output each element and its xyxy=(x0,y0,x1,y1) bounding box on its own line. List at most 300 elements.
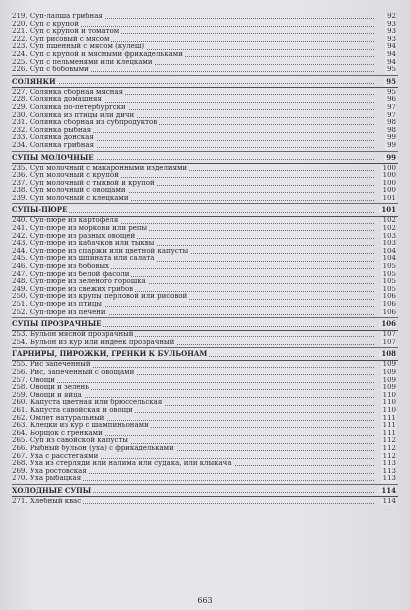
entry-text xyxy=(12,271,131,278)
toc-entry[interactable] xyxy=(12,430,398,438)
entry-number: 230. xyxy=(12,111,28,119)
entry-title: Уха из стерляди или налима или судака, или клыкача xyxy=(29,460,232,468)
entry-number: 231. xyxy=(12,119,28,127)
entry-number: 241. xyxy=(12,225,28,233)
entry-title: Солянка из птицы или дичи xyxy=(29,111,135,119)
entry-text xyxy=(12,134,96,141)
entry-number: 254. xyxy=(12,338,28,346)
entry-title: Рис, запеченный с овощами xyxy=(29,368,135,376)
entry-text xyxy=(12,301,104,308)
toc-block xyxy=(12,75,398,150)
entry-text xyxy=(12,172,121,179)
entry-number: 264. xyxy=(12,429,28,437)
toc-block xyxy=(12,203,398,316)
entry-title: Солянка домашняя xyxy=(29,96,102,104)
toc-entry[interactable] xyxy=(12,217,398,225)
entry-text xyxy=(12,468,89,475)
entry-page-number: 94 xyxy=(387,50,396,58)
entry-text xyxy=(12,263,111,270)
entry-text xyxy=(12,119,159,126)
toc-entry[interactable] xyxy=(12,339,398,347)
entry-page-number: 105 xyxy=(382,263,396,271)
entry-title: Суп-пюре из разных овощей xyxy=(29,232,136,240)
entry-title: Суп молочный с крупой xyxy=(29,172,119,180)
toc-entry[interactable] xyxy=(12,172,398,180)
entry-text xyxy=(12,255,156,262)
entry-page-number: 111 xyxy=(382,429,396,437)
entry-number: 248. xyxy=(12,278,28,286)
entry-page-number: 95 xyxy=(387,66,396,74)
entry-number: 266. xyxy=(12,444,28,452)
entry-number: 265. xyxy=(12,437,28,445)
entry-page-number: 114 xyxy=(382,497,396,505)
toc-entry[interactable] xyxy=(12,127,398,135)
entry-title: Бульон мясной прозрачный xyxy=(29,331,134,339)
toc-entry[interactable] xyxy=(12,445,398,453)
toc-block xyxy=(12,151,398,203)
page-number: 663 xyxy=(197,596,213,605)
entry-title: Суп-пюре из крупы перловой или рисовой xyxy=(29,293,188,301)
section-heading xyxy=(12,206,398,214)
toc-entry[interactable] xyxy=(12,293,398,301)
entry-number: 237. xyxy=(12,179,28,187)
entry-title: Овощи xyxy=(29,376,55,384)
toc-entry[interactable] xyxy=(12,301,398,309)
entry-number: 243. xyxy=(12,240,28,248)
entry-text xyxy=(12,437,130,444)
entry-page-number: 100 xyxy=(382,187,396,195)
entry-number: 244. xyxy=(12,247,28,255)
entry-number: 224. xyxy=(12,50,28,58)
entry-page-number: 104 xyxy=(382,247,396,255)
entry-text xyxy=(12,415,106,422)
entry-number: 268. xyxy=(12,460,28,468)
entry-text xyxy=(12,293,189,300)
entry-page-number: 103 xyxy=(382,240,396,248)
entry-page-number: 110 xyxy=(382,399,396,407)
entry-number: 246. xyxy=(12,263,28,271)
entry-number: 240. xyxy=(12,217,28,225)
entry-text xyxy=(12,21,81,28)
entry-title: Суп молочный с клецками xyxy=(29,194,129,202)
entry-text xyxy=(12,89,125,96)
entry-title: Рис запеченный xyxy=(29,361,91,369)
entry-title: Суп с крупой xyxy=(29,20,79,28)
toc-entry[interactable] xyxy=(12,165,398,173)
toc-entry[interactable] xyxy=(12,43,398,51)
entry-text xyxy=(12,127,93,134)
entry-title: Суп с крупой и томатом xyxy=(29,28,120,36)
section-title: СУПЫ ПРОЗРАЧНЫЕ xyxy=(12,320,102,329)
entry-page-number: 107 xyxy=(382,331,396,339)
entry-page-number: 95 xyxy=(387,88,396,96)
entry-number: 228. xyxy=(12,96,28,104)
entry-page-number: 101 xyxy=(382,194,396,202)
toc-entry[interactable] xyxy=(12,233,398,241)
entry-page-number: 105 xyxy=(382,270,396,278)
entry-title: Суп рисовый с мясом xyxy=(29,35,110,43)
entry-page-number: 100 xyxy=(382,179,396,187)
entry-page-number: 94 xyxy=(387,43,396,51)
entry-text xyxy=(12,225,149,232)
entry-title: Суп-лапша грибная xyxy=(29,13,103,20)
entry-page-number: 109 xyxy=(382,361,396,369)
entry-title: Хлебный квас xyxy=(29,497,82,505)
toc-entry[interactable] xyxy=(12,142,398,150)
entry-number: 253. xyxy=(12,331,28,339)
toc-entry[interactable] xyxy=(12,195,398,203)
entry-text xyxy=(12,384,91,391)
entry-title: Суп-пюре из бобовых xyxy=(29,263,109,271)
entry-title: Суп-пюре из белой фасоли xyxy=(29,270,130,278)
table-of-contents xyxy=(12,13,398,505)
entry-title: Рыбный бульон (уха) с фрикадельками xyxy=(29,444,174,452)
toc-entry[interactable] xyxy=(12,399,398,407)
leader-dots xyxy=(12,83,374,84)
entry-title: Суп-пюре из печени xyxy=(29,308,106,316)
entry-title: Омлет натуральный xyxy=(29,414,105,422)
toc-entry[interactable] xyxy=(12,437,398,445)
entry-number: 269. xyxy=(12,467,28,475)
entry-text xyxy=(12,187,128,194)
entry-text xyxy=(12,377,57,384)
entry-title: Суп молочный с овощами xyxy=(29,187,126,195)
entry-title: Овощи и яйца xyxy=(29,391,82,399)
entry-page-number: 100 xyxy=(382,172,396,180)
toc-entry[interactable] xyxy=(12,263,398,271)
entry-text xyxy=(12,195,131,202)
entry-title: Суп-пюре из птицы xyxy=(29,301,102,308)
toc-entry[interactable] xyxy=(12,66,398,74)
entry-number: 219. xyxy=(12,13,28,20)
entry-title: Суп-пюре из шпината или салата xyxy=(29,255,155,263)
section-heading xyxy=(12,320,398,328)
entry-number: 233. xyxy=(12,134,28,142)
toc-entry[interactable] xyxy=(12,278,398,286)
entry-number: 257. xyxy=(12,376,28,384)
leader-dots xyxy=(12,382,374,383)
entry-text xyxy=(12,36,111,43)
entry-text xyxy=(12,453,100,460)
toc-block xyxy=(12,484,398,506)
toc-entry[interactable] xyxy=(12,225,398,233)
toc-entry[interactable] xyxy=(12,415,398,423)
entry-title: Суп молочный с тыквой и крупой xyxy=(29,179,155,187)
entry-number: 247. xyxy=(12,270,28,278)
toc-entry[interactable] xyxy=(12,384,398,392)
entry-number: 221. xyxy=(12,28,28,36)
toc-entry[interactable] xyxy=(12,89,398,97)
toc-entry[interactable] xyxy=(12,286,398,294)
toc-entry[interactable] xyxy=(12,271,398,279)
entry-title: Суп-пюре из свежих грибов xyxy=(29,285,134,293)
entry-text xyxy=(12,248,190,255)
toc-entry[interactable] xyxy=(12,240,398,248)
entry-page-number: 97 xyxy=(387,103,396,111)
section-page-number: 99 xyxy=(386,153,396,162)
entry-title: Солянка сборная из субпродуктов xyxy=(29,119,158,127)
entry-title: Суп-пюре из зеленого горошка xyxy=(29,278,146,286)
entry-number: 256. xyxy=(12,368,28,376)
entry-page-number: 98 xyxy=(387,119,396,127)
entry-page-number: 100 xyxy=(382,164,396,172)
entry-page-number: 111 xyxy=(382,422,396,430)
entry-page-number: 93 xyxy=(387,20,396,28)
entry-text xyxy=(12,407,135,414)
toc-entry[interactable] xyxy=(12,21,398,29)
entry-title: Суп пшенный с мясом (кулеш) xyxy=(29,43,145,51)
section-divider xyxy=(12,347,398,348)
entry-title: Уха с расстегаями xyxy=(29,452,99,460)
toc-entry[interactable] xyxy=(12,377,398,385)
entry-title: Бульон из кур или индеек прозрачный xyxy=(29,338,175,346)
section-divider xyxy=(12,484,398,485)
toc-entry[interactable] xyxy=(12,119,398,127)
entry-number: 223. xyxy=(12,43,28,51)
entry-number: 234. xyxy=(12,141,28,149)
entry-page-number: 112 xyxy=(382,444,396,452)
toc-entry[interactable] xyxy=(12,331,398,339)
entry-page-number: 105 xyxy=(382,285,396,293)
entry-page-number: 109 xyxy=(382,368,396,376)
entry-page-number: 106 xyxy=(382,301,396,308)
entry-title: Суп-пюре из кабачков или тыквы xyxy=(29,240,155,248)
toc-entry[interactable] xyxy=(12,96,398,104)
entry-number: 270. xyxy=(12,475,28,483)
section-heading xyxy=(12,78,398,86)
entry-page-number: 109 xyxy=(382,376,396,384)
entry-page-number: 106 xyxy=(382,308,396,316)
entry-number: 236. xyxy=(12,172,28,180)
entry-title: Уха ростовская xyxy=(29,467,87,475)
entry-text xyxy=(12,142,96,149)
entry-text xyxy=(12,430,105,437)
entry-number: 225. xyxy=(12,58,28,66)
entry-number: 262. xyxy=(12,414,28,422)
toc-entry[interactable] xyxy=(12,392,398,400)
entry-title: Суп молочный с макаронными изделиями xyxy=(29,164,188,172)
entry-title: Солянка грибная xyxy=(29,141,94,149)
entry-page-number: 93 xyxy=(387,28,396,36)
entry-page-number: 110 xyxy=(382,406,396,414)
entry-text xyxy=(12,331,135,338)
toc-entry[interactable] xyxy=(12,59,398,67)
entry-title: Капуста цветная или брюссельская xyxy=(29,399,163,407)
entry-page-number: 112 xyxy=(382,452,396,460)
entry-text xyxy=(12,309,108,316)
toc-block xyxy=(12,317,398,346)
toc-entry[interactable] xyxy=(12,475,398,483)
entry-page-number: 112 xyxy=(382,437,396,445)
section-page-number: 108 xyxy=(381,350,396,359)
entry-text xyxy=(12,460,234,467)
entry-text xyxy=(12,59,155,66)
entry-page-number: 104 xyxy=(382,255,396,263)
entry-text xyxy=(12,51,185,58)
toc-entry[interactable] xyxy=(12,248,398,256)
section-title: СОЛЯНКИ xyxy=(12,77,56,86)
entry-page-number: 111 xyxy=(382,414,396,422)
entry-title: Суп-пюре из спаржи или цветной капусты xyxy=(29,247,189,255)
toc-block xyxy=(12,347,398,483)
toc-entry[interactable] xyxy=(12,28,398,36)
entry-text xyxy=(12,361,93,368)
entry-number: 261. xyxy=(12,406,28,414)
toc-entry[interactable] xyxy=(12,13,398,21)
entry-title: Суп с бобовыми xyxy=(29,66,89,74)
entry-title: Солянка по-петербургски xyxy=(29,103,126,111)
entry-text xyxy=(12,28,121,35)
section-divider xyxy=(12,317,398,318)
entry-number: 263. xyxy=(12,422,28,430)
toc-entry[interactable] xyxy=(12,498,398,506)
entry-page-number: 109 xyxy=(382,384,396,392)
entry-text xyxy=(12,217,120,224)
section-heading xyxy=(12,154,398,162)
entry-title: Клецки из кур с шампиньонами xyxy=(29,422,149,430)
entry-text xyxy=(12,445,176,452)
entry-title: Суп с пельменями или клецками xyxy=(29,58,153,66)
section-heading xyxy=(12,487,398,495)
entry-text xyxy=(12,66,91,73)
toc-entry[interactable] xyxy=(12,187,398,195)
entry-page-number: 92 xyxy=(387,13,396,20)
entry-title: Уха рыбацкая xyxy=(29,475,82,483)
section-divider xyxy=(12,203,398,204)
entry-title: Овощи и зелень xyxy=(29,384,90,392)
entry-text xyxy=(12,112,136,119)
section-title: ГАРНИРЫ, ПИРОЖКИ, ГРЕНКИ К БУЛЬОНАМ xyxy=(12,350,208,359)
entry-number: 220. xyxy=(12,20,28,28)
toc-entry[interactable] xyxy=(12,112,398,120)
entry-number: 251. xyxy=(12,301,28,308)
entry-page-number: 93 xyxy=(387,35,396,43)
entry-page-number: 102 xyxy=(382,225,396,233)
entry-page-number: 99 xyxy=(387,141,396,149)
entry-page-number: 99 xyxy=(387,134,396,142)
entry-text xyxy=(12,165,189,172)
toc-block xyxy=(12,13,398,74)
entry-number: 250. xyxy=(12,293,28,301)
entry-number: 226. xyxy=(12,66,28,74)
entry-text xyxy=(12,422,151,429)
toc-entry[interactable] xyxy=(12,104,398,112)
entry-title: Суп-пюре из картофеля xyxy=(29,217,119,225)
entry-page-number: 96 xyxy=(387,96,396,104)
entry-title: Борщок с гренками xyxy=(29,429,103,437)
toc-entry[interactable] xyxy=(12,407,398,415)
entry-number: 229. xyxy=(12,103,28,111)
toc-entry[interactable] xyxy=(12,51,398,59)
entry-number: 222. xyxy=(12,35,28,43)
entry-page-number: 110 xyxy=(382,391,396,399)
toc-entry[interactable] xyxy=(12,460,398,468)
entry-number: 259. xyxy=(12,391,28,399)
entry-text xyxy=(12,233,137,240)
entry-number: 258. xyxy=(12,384,28,392)
entry-number: 249. xyxy=(12,285,28,293)
entry-text xyxy=(12,369,136,376)
entry-page-number: 105 xyxy=(382,278,396,286)
entry-text xyxy=(12,43,146,50)
entry-number: 267. xyxy=(12,452,28,460)
entry-number: 255. xyxy=(12,361,28,369)
section-page-number: 114 xyxy=(381,486,396,495)
entry-text xyxy=(12,240,156,247)
entry-number: 260. xyxy=(12,399,28,407)
entry-number: 252. xyxy=(12,308,28,316)
entry-page-number: 106 xyxy=(382,293,396,301)
section-title: СУПЫ МОЛОЧНЫЕ xyxy=(12,153,94,162)
entry-page-number: 113 xyxy=(382,475,396,483)
entry-number: 232. xyxy=(12,126,28,134)
entry-text xyxy=(12,286,135,293)
section-page-number: 106 xyxy=(381,320,396,329)
entry-page-number: 98 xyxy=(387,126,396,134)
toc-entry[interactable] xyxy=(12,361,398,369)
entry-number: 271. xyxy=(12,497,28,505)
entry-title: Солянка рыбная xyxy=(29,126,92,134)
entry-number: 238. xyxy=(12,187,28,195)
entry-text xyxy=(12,339,176,346)
section-divider xyxy=(12,75,398,76)
entry-number: 227. xyxy=(12,88,28,96)
toc-entry[interactable] xyxy=(12,255,398,263)
section-page-number: 101 xyxy=(381,206,396,215)
entry-text xyxy=(12,392,84,399)
entry-title: Солянка сборная мясная xyxy=(29,88,124,96)
section-title: СУПЫ-ПЮРЕ xyxy=(12,206,68,215)
entry-page-number: 107 xyxy=(382,338,396,346)
entry-page-number: 102 xyxy=(382,217,396,225)
entry-text xyxy=(12,278,148,285)
toc-entry[interactable] xyxy=(12,36,398,44)
entry-number: 235. xyxy=(12,164,28,172)
toc-entry[interactable] xyxy=(12,180,398,188)
toc-entry[interactable] xyxy=(12,309,398,317)
entry-page-number: 94 xyxy=(387,58,396,66)
entry-number: 245. xyxy=(12,255,28,263)
entry-number: 239. xyxy=(12,194,28,202)
entry-text xyxy=(12,13,105,20)
entry-text xyxy=(12,96,104,103)
entry-text xyxy=(12,399,164,406)
entry-title: Капуста савойская и овощи xyxy=(29,406,133,414)
toc-entry[interactable] xyxy=(12,422,398,430)
entry-title: Суп из савойской капусты xyxy=(29,437,128,445)
entry-text xyxy=(12,475,83,482)
entry-page-number: 97 xyxy=(387,111,396,119)
toc-entry[interactable] xyxy=(12,453,398,461)
entry-title: Суп-пюре из моркови или репы xyxy=(29,225,148,233)
entry-text xyxy=(12,498,83,505)
toc-entry[interactable] xyxy=(12,134,398,142)
entry-title: Солянка донская xyxy=(29,134,94,142)
entry-text xyxy=(12,104,128,111)
entry-page-number: 113 xyxy=(382,460,396,468)
entry-title: Суп с крупой и мясными фрикадельками xyxy=(29,50,183,58)
entry-page-number: 103 xyxy=(382,232,396,240)
entry-number: 242. xyxy=(12,232,28,240)
toc-entry[interactable] xyxy=(12,369,398,377)
entry-page-number: 113 xyxy=(382,467,396,475)
section-divider xyxy=(12,151,398,152)
toc-entry[interactable] xyxy=(12,468,398,476)
section-title: ХОЛОДНЫЕ СУПЫ xyxy=(12,486,92,495)
section-heading xyxy=(12,350,398,358)
section-page-number: 95 xyxy=(386,77,396,86)
entry-text xyxy=(12,180,157,187)
